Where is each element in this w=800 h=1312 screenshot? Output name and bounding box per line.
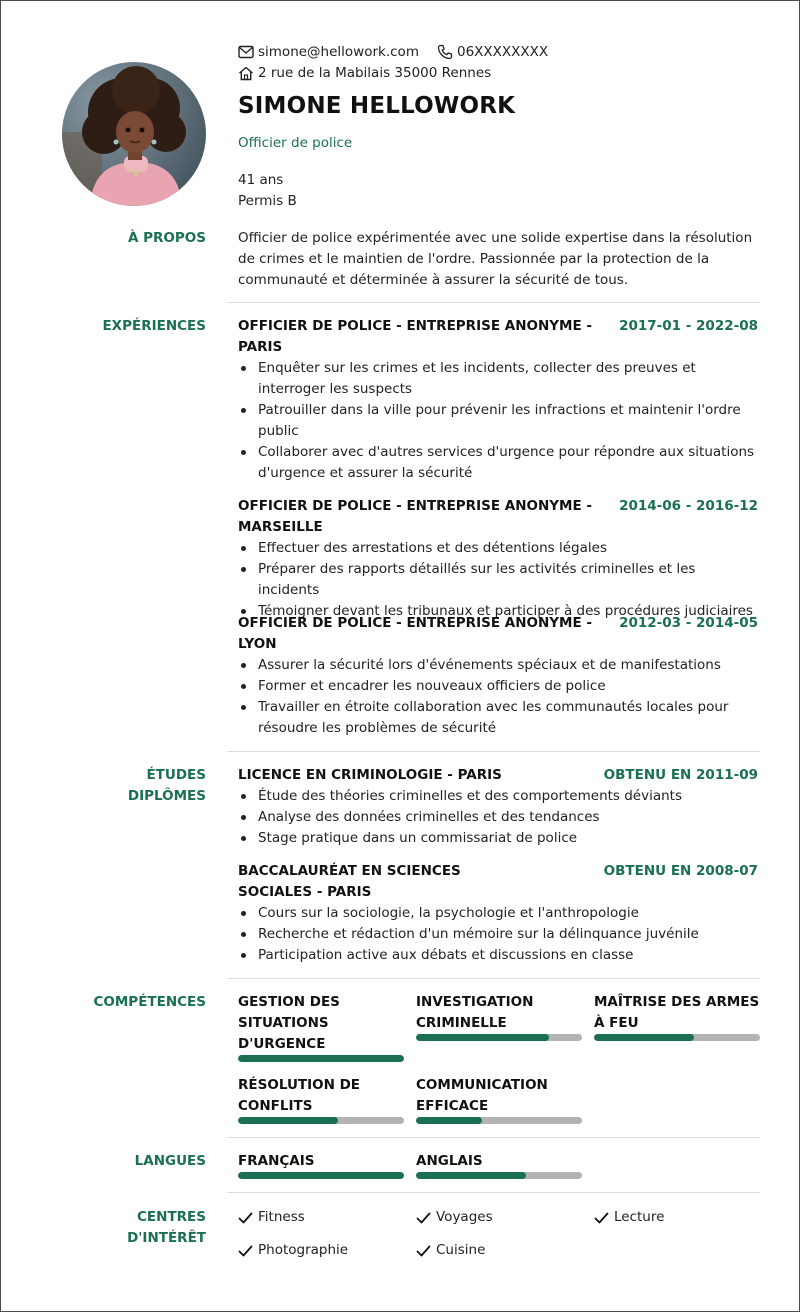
experience-bullets xyxy=(238,538,760,622)
list-item: Former et encadrer les nouveaux officiers de police xyxy=(238,676,760,697)
check-icon xyxy=(594,1212,609,1224)
contact-row-2 xyxy=(238,65,509,81)
list-item: Assurer la sécurité lors d'événements spéciaux et de manifestations xyxy=(238,655,760,676)
skill-level-fill xyxy=(416,1034,549,1041)
skill-item xyxy=(238,992,404,1055)
list-item: Patrouiller dans la ville pour prévenir les infractions et maintenir l'ordre public xyxy=(238,400,760,442)
contact-row-1 xyxy=(238,44,566,60)
skill-level-bar xyxy=(238,1055,404,1062)
phone-text: 06XXXXXXXX xyxy=(456,44,549,60)
address-contact xyxy=(238,65,491,81)
email-text: simone@hellowork.com xyxy=(258,44,419,60)
education-bullets xyxy=(238,786,760,849)
skill-item xyxy=(416,992,582,1034)
skill-item xyxy=(594,992,760,1034)
check-icon xyxy=(238,1245,253,1257)
section-label-education xyxy=(1,765,206,807)
skill-level-fill xyxy=(416,1117,482,1124)
interest-item xyxy=(594,1207,664,1228)
list-item: Enquêter sur les crimes et les incidents, collecter des preuves et interroger les suspects xyxy=(238,358,760,400)
skill-level-bar xyxy=(416,1034,582,1041)
skill-level-bar xyxy=(594,1034,760,1041)
skill-name: INVESTIGATION CRIMINELLE xyxy=(416,994,534,1031)
skill-item xyxy=(416,1075,582,1117)
separator xyxy=(227,302,760,303)
interest-label: Cuisine xyxy=(436,1242,486,1258)
skill-name: MAÎTRISE DES ARMES À FEU xyxy=(594,994,760,1031)
education-title: BACCALAURÉAT EN SCIENCES SOCIALES - PARIS xyxy=(238,863,461,900)
section-label-line: ÉTUDES xyxy=(146,767,206,783)
list-item: Travailler en étroite collaboration avec les communautés locales pour résoudre les problèmes de sécurité xyxy=(238,697,760,739)
skill-level-bar xyxy=(238,1117,404,1124)
skill-level-fill xyxy=(238,1055,404,1062)
experience-title: OFFICIER DE POLICE - ENTREPRISE ANONYME - MARSEILLE xyxy=(238,498,593,535)
section-label-experiences: EXPÉRIENCES xyxy=(102,318,206,334)
skill-name: COMMUNICATION EFFICACE xyxy=(416,1077,548,1114)
experience-bullets xyxy=(238,655,760,739)
language-name: ANGLAIS xyxy=(416,1153,483,1169)
list-item: Stage pratique dans un commissariat de police xyxy=(238,828,760,849)
interest-item xyxy=(416,1207,493,1228)
avatar xyxy=(62,62,206,206)
skill-level-bar xyxy=(416,1117,582,1124)
interest-item xyxy=(238,1207,305,1228)
list-item: Collaborer avec d'autres services d'urgence pour répondre aux situations d'urgence et assurer la sécurité xyxy=(238,442,760,484)
avatar-illustration xyxy=(62,62,206,206)
separator xyxy=(227,1192,760,1193)
interest-label: Photographie xyxy=(258,1242,349,1258)
list-item: Préparer des rapports détaillés sur les activités criminelles et les incidents xyxy=(238,559,760,601)
about-text: Officier de police expérimentée avec une solide expertise dans la résolution de crimes et le maintien de l'ordre. Passionnée par la protection de la communauté et déterminée à assurer la sécurité de tous. xyxy=(238,230,753,288)
language-item xyxy=(416,1151,582,1172)
experience-bullets xyxy=(238,358,760,484)
education-date: OBTENU EN 2008-07 xyxy=(603,863,758,879)
check-icon xyxy=(416,1245,431,1257)
age: 41 ans xyxy=(238,172,284,188)
language-level-fill xyxy=(238,1172,404,1179)
list-item: Témoigner devant les tribunaux et participer à des procédures judiciaires xyxy=(238,601,760,622)
experience-title: OFFICIER DE POLICE - ENTREPRISE ANONYME - LYON xyxy=(238,615,593,652)
education-title: LICENCE EN CRIMINOLOGIE - PARIS xyxy=(238,767,502,783)
experience-date: 2014-06 - 2016-12 xyxy=(619,498,758,514)
interest-item xyxy=(238,1240,348,1261)
skill-item xyxy=(238,1075,404,1117)
section-label-languages: LANGUES xyxy=(134,1153,206,1169)
job-title: Officier de police xyxy=(238,135,353,151)
envelope-icon xyxy=(238,45,254,59)
experience-date: 2012-03 - 2014-05 xyxy=(619,615,758,631)
interest-label: Fitness xyxy=(258,1209,305,1225)
section-label-skills: COMPÉTENCES xyxy=(93,994,206,1010)
language-level-fill xyxy=(416,1172,526,1179)
section-label-about: À PROPOS xyxy=(127,230,206,246)
separator xyxy=(227,751,760,752)
skill-name: RÉSOLUTION DE CONFLITS xyxy=(238,1077,361,1114)
language-level-bar xyxy=(416,1172,582,1179)
language-item xyxy=(238,1151,404,1172)
address-text: 2 rue de la Mabilais 35000 Rennes xyxy=(258,65,492,81)
list-item: Étude des théories criminelles et des comportements déviants xyxy=(238,786,760,807)
language-name: FRANÇAIS xyxy=(238,1153,315,1169)
section-label-line: D'INTÉRÊT xyxy=(127,1230,206,1246)
skill-level-fill xyxy=(238,1117,338,1124)
home-icon xyxy=(238,66,254,81)
experience-title: OFFICIER DE POLICE - ENTREPRISE ANONYME - PARIS xyxy=(238,318,593,355)
interest-label: Lecture xyxy=(614,1209,665,1225)
list-item: Recherche et rédaction d'un mémoire sur la délinquance juvénile xyxy=(238,924,760,945)
list-item: Cours sur la sociologie, la psychologie et l'anthropologie xyxy=(238,903,760,924)
email-contact xyxy=(238,44,419,60)
section-label-interests xyxy=(1,1207,206,1249)
section-label-line: DIPLÔMES xyxy=(127,788,206,804)
check-icon xyxy=(238,1212,253,1224)
driving-license: Permis B xyxy=(238,193,297,209)
language-level-bar xyxy=(238,1172,404,1179)
list-item: Effectuer des arrestations et des détentions légales xyxy=(238,538,760,559)
education-date: OBTENU EN 2011-09 xyxy=(603,767,758,783)
separator xyxy=(227,978,760,979)
education-bullets xyxy=(238,903,760,966)
candidate-name: SIMONE HELLOWORK xyxy=(238,93,516,119)
skill-level-fill xyxy=(594,1034,694,1041)
interest-item xyxy=(416,1240,485,1261)
check-icon xyxy=(416,1212,431,1224)
experience-date: 2017-01 - 2022-08 xyxy=(619,318,758,334)
list-item: Analyse des données criminelles et des tendances xyxy=(238,807,760,828)
separator xyxy=(227,1137,760,1138)
list-item: Participation active aux débats et discussions en classe xyxy=(238,945,760,966)
interest-label: Voyages xyxy=(436,1209,493,1225)
section-label-line: CENTRES xyxy=(137,1209,206,1225)
skill-name: GESTION DES SITUATIONS D'URGENCE xyxy=(238,994,340,1052)
phone-contact xyxy=(437,44,548,60)
phone-icon xyxy=(437,44,453,60)
